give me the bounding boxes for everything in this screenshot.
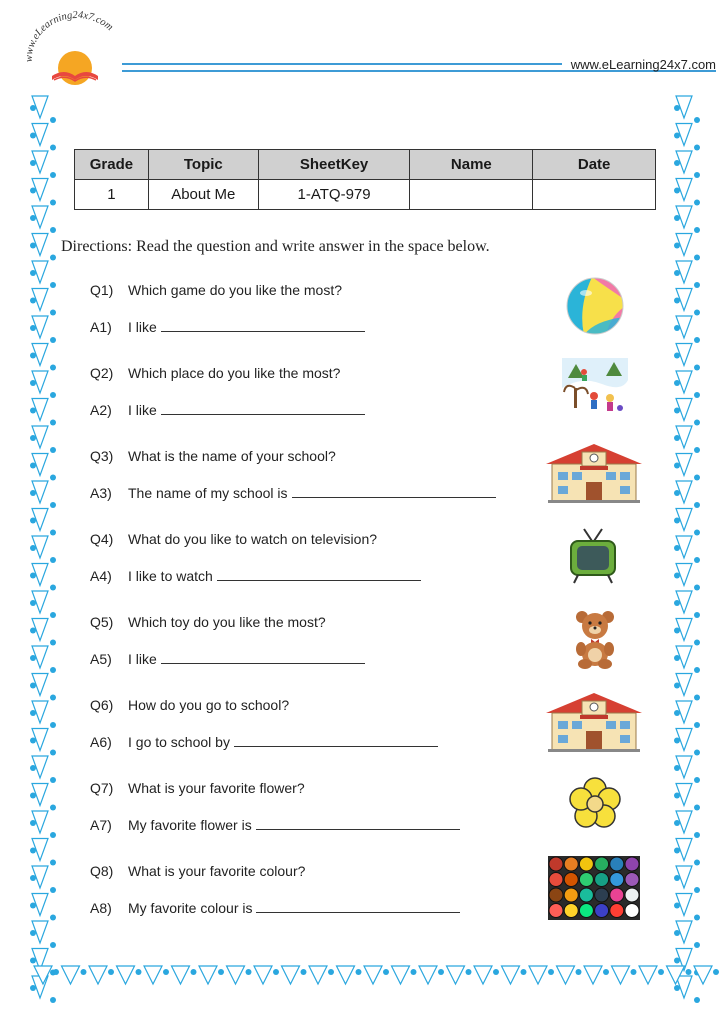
border-dot: [694, 915, 700, 921]
border-dot: [631, 969, 637, 975]
border-dot: [694, 365, 700, 371]
border-dot: [30, 958, 36, 964]
answer-prefix: I like: [128, 402, 157, 418]
border-triangle: [529, 966, 547, 984]
border-dot: [694, 392, 700, 398]
border-dot: [694, 145, 700, 151]
border-dot: [163, 969, 169, 975]
border-dot: [694, 997, 700, 1003]
answer-8: [90, 899, 460, 916]
question-number: Q3): [90, 448, 114, 464]
border-dot: [674, 243, 680, 249]
border-dot: [674, 765, 680, 771]
border-dot: [674, 573, 680, 579]
border-dot: [50, 530, 56, 536]
border-dot: [674, 463, 680, 469]
border-dot: [694, 310, 700, 316]
border-dot: [694, 172, 700, 178]
border-dot: [30, 188, 36, 194]
answer-number: A4): [90, 568, 112, 584]
border-dot: [603, 969, 609, 975]
border-dot: [674, 133, 680, 139]
question-text: Which toy do you like the most?: [128, 614, 326, 630]
paint-pot: [595, 904, 609, 918]
answer-blank[interactable]: [292, 484, 496, 498]
border-triangle: [117, 966, 135, 984]
question-number: Q5): [90, 614, 114, 630]
border-dot: [694, 337, 700, 343]
border-triangle: [364, 966, 382, 984]
border-dot: [674, 545, 680, 551]
question-1: [90, 282, 342, 298]
border-dot: [30, 930, 36, 936]
border-dot: [30, 490, 36, 496]
question-7: [90, 780, 305, 796]
info-table-row: [75, 180, 656, 210]
header-date: Date: [533, 150, 656, 180]
border-dot: [521, 969, 527, 975]
border-dot: [694, 695, 700, 701]
border-dot: [30, 600, 36, 606]
answer-prefix: My favorite flower is: [128, 817, 252, 833]
border-dot: [50, 997, 56, 1003]
border-dot: [576, 969, 582, 975]
border-dot: [674, 160, 680, 166]
border-dot: [30, 683, 36, 689]
paint-pot: [595, 873, 609, 887]
border-dot: [50, 777, 56, 783]
answer-1: [90, 318, 365, 335]
border-dot: [674, 600, 680, 606]
paint-pot: [610, 904, 624, 918]
school-icon: [544, 691, 644, 753]
border-triangle: [447, 966, 465, 984]
border-dot: [713, 969, 719, 975]
border-dot: [30, 435, 36, 441]
question-6: [90, 697, 289, 713]
border-dot: [136, 969, 142, 975]
border-dot: [30, 518, 36, 524]
border-triangle: [309, 966, 327, 984]
answer-blank[interactable]: [256, 899, 460, 913]
border-dot: [438, 969, 444, 975]
border-dot: [30, 463, 36, 469]
border-dot: [694, 640, 700, 646]
border-dot: [658, 969, 664, 975]
cell-grade: 1: [75, 180, 149, 210]
border-dot: [50, 282, 56, 288]
paint-pot: [564, 888, 578, 902]
border-dot: [50, 365, 56, 371]
border-dot: [694, 227, 700, 233]
border-triangle: [172, 966, 190, 984]
border-dot: [694, 887, 700, 893]
cell-topic: About Me: [148, 180, 258, 210]
paint-pot: [595, 888, 609, 902]
border-dot: [674, 930, 680, 936]
border-dot: [50, 640, 56, 646]
border-dot: [674, 875, 680, 881]
answer-blank[interactable]: [217, 567, 421, 581]
border-dot: [694, 200, 700, 206]
answer-number: A7): [90, 817, 112, 833]
paint-pots-icon: [548, 856, 640, 920]
paint-pot: [610, 857, 624, 871]
border-dot: [30, 298, 36, 304]
answer-prefix: The name of my school is: [128, 485, 288, 501]
border-dot: [50, 447, 56, 453]
answer-4: [90, 567, 421, 584]
border-dot: [50, 722, 56, 728]
question-number: Q4): [90, 531, 114, 547]
border-dot: [383, 969, 389, 975]
border-triangle: [282, 966, 300, 984]
answer-blank[interactable]: [256, 816, 460, 830]
question-text: Which game do you like the most?: [128, 282, 342, 298]
border-dot: [50, 172, 56, 178]
question-number: Q2): [90, 365, 114, 381]
border-dot: [694, 805, 700, 811]
paint-pot: [564, 857, 578, 871]
border-dot: [30, 325, 36, 331]
question-text: What is your favorite colour?: [128, 863, 306, 879]
question-text: What is the name of your school?: [128, 448, 336, 464]
border-dot: [30, 573, 36, 579]
paint-pot: [564, 873, 578, 887]
paint-pot: [549, 888, 563, 902]
border-dot: [30, 710, 36, 716]
border-dot: [686, 969, 692, 975]
cell-date[interactable]: [533, 180, 656, 210]
border-dot: [674, 298, 680, 304]
answer-blank[interactable]: [161, 650, 365, 664]
border-dot: [674, 435, 680, 441]
paint-pot: [595, 857, 609, 871]
tv-icon: [568, 527, 618, 585]
school-icon: [544, 442, 644, 504]
question-5: [90, 614, 326, 630]
border-dot: [50, 145, 56, 151]
paint-pot: [564, 904, 578, 918]
border-dot: [356, 969, 362, 975]
border-triangle: [502, 966, 520, 984]
border-dot: [674, 628, 680, 634]
border-dot: [50, 337, 56, 343]
border-dot: [694, 282, 700, 288]
border-dot: [50, 502, 56, 508]
border-dot: [30, 408, 36, 414]
border-dot: [50, 887, 56, 893]
border-dot: [411, 969, 417, 975]
logo-text: www.eLearning24x7.com: [23, 10, 115, 63]
border-triangle: [254, 966, 272, 984]
answer-prefix: My favorite colour is: [128, 900, 253, 916]
border-dot: [30, 738, 36, 744]
border-dot: [674, 353, 680, 359]
border-dot: [694, 942, 700, 948]
border-dot: [694, 557, 700, 563]
info-table-header-row: [75, 150, 656, 180]
border-dot: [674, 848, 680, 854]
answer-number: A3): [90, 485, 112, 501]
paint-pot: [549, 904, 563, 918]
answer-7: [90, 816, 460, 833]
border-dot: [50, 392, 56, 398]
border-dot: [694, 420, 700, 426]
border-triangle: [584, 966, 602, 984]
border-dot: [50, 805, 56, 811]
paint-pot: [625, 857, 639, 871]
ball-icon: [566, 277, 624, 335]
border-dot: [694, 722, 700, 728]
directions-text: Directions: Read the question and write answer in the space below.: [61, 238, 490, 255]
border-triangle: [612, 966, 630, 984]
border-dot: [81, 969, 87, 975]
flower-icon: [568, 777, 622, 831]
question-text: What is your favorite flower?: [128, 780, 305, 796]
border-dot: [50, 475, 56, 481]
question-3: [90, 448, 336, 464]
border-triangle: [199, 966, 217, 984]
teddy-bear-icon: [572, 609, 618, 669]
border-dot: [30, 380, 36, 386]
border-dot: [466, 969, 472, 975]
answer-2: [90, 401, 365, 418]
answer-prefix: I like to watch: [128, 568, 213, 584]
question-number: Q6): [90, 697, 114, 713]
border-dot: [30, 270, 36, 276]
border-dot: [30, 875, 36, 881]
answer-number: A6): [90, 734, 112, 750]
answer-prefix: I go to school by: [128, 734, 230, 750]
border-dot: [30, 628, 36, 634]
border-dot: [674, 408, 680, 414]
header-topic: Topic: [148, 150, 258, 180]
question-text: How do you go to school?: [128, 697, 290, 713]
border-dot: [30, 655, 36, 661]
answer-3: [90, 484, 496, 501]
question-text: Which place do you like the most?: [128, 365, 341, 381]
answer-prefix: I like: [128, 319, 157, 335]
site-url: www.eLearning24x7.com: [570, 57, 716, 72]
border-dot: [50, 915, 56, 921]
snow-park-icon: [562, 358, 628, 420]
border-dot: [694, 750, 700, 756]
border-dot: [694, 502, 700, 508]
border-dot: [694, 612, 700, 618]
border-triangle: [557, 966, 575, 984]
border-dot: [50, 557, 56, 563]
border-dot: [50, 667, 56, 673]
border-dot: [30, 848, 36, 854]
border-dot: [674, 985, 680, 991]
border-dot: [30, 793, 36, 799]
border-dot: [30, 820, 36, 826]
paint-pot: [549, 873, 563, 887]
border-triangle: [639, 966, 657, 984]
paint-pot: [610, 888, 624, 902]
answer-number: A1): [90, 319, 112, 335]
border-dot: [191, 969, 197, 975]
border-dot: [50, 695, 56, 701]
border-dot: [30, 105, 36, 111]
border-dot: [674, 518, 680, 524]
border-dot: [674, 710, 680, 716]
answer-number: A8): [90, 900, 112, 916]
border-dot: [273, 969, 279, 975]
answer-number: A2): [90, 402, 112, 418]
border-dot: [694, 832, 700, 838]
border-dot: [50, 750, 56, 756]
paint-pot: [579, 873, 593, 887]
paint-pot: [625, 904, 639, 918]
border-dot: [30, 160, 36, 166]
border-dot: [50, 117, 56, 123]
border-dot: [674, 490, 680, 496]
paint-pot: [625, 873, 639, 887]
answer-6: [90, 733, 438, 750]
border-triangle: [337, 966, 355, 984]
border-dot: [50, 860, 56, 866]
border-dot: [694, 447, 700, 453]
question-4: [90, 531, 377, 547]
border-dot: [493, 969, 499, 975]
paint-pot: [610, 873, 624, 887]
question-2: [90, 365, 340, 381]
paint-pot: [579, 904, 593, 918]
header-sheetkey: SheetKey: [258, 150, 410, 180]
border-dot: [108, 969, 114, 975]
border-triangle: [227, 966, 245, 984]
paint-pot: [625, 888, 639, 902]
border-dot: [674, 215, 680, 221]
border-dot: [694, 117, 700, 123]
border-triangle: [474, 966, 492, 984]
border-dot: [30, 545, 36, 551]
border-dot: [30, 243, 36, 249]
header-grade: Grade: [75, 150, 149, 180]
border-dot: [30, 133, 36, 139]
border-dot: [674, 958, 680, 964]
border-dot: [694, 475, 700, 481]
border-dot: [30, 765, 36, 771]
border-dot: [301, 969, 307, 975]
border-dot: [674, 105, 680, 111]
border-dot: [694, 667, 700, 673]
border-dot: [50, 255, 56, 261]
answer-number: A5): [90, 651, 112, 667]
border-dot: [674, 188, 680, 194]
border-dot: [50, 585, 56, 591]
border-dot: [50, 832, 56, 838]
border-dot: [674, 683, 680, 689]
info-table: [74, 149, 656, 210]
border-dot: [694, 255, 700, 261]
border-dot: [50, 310, 56, 316]
answer-blank[interactable]: [161, 318, 365, 332]
border-dot: [674, 380, 680, 386]
border-dot: [674, 903, 680, 909]
border-dot: [674, 270, 680, 276]
border-triangle: [392, 966, 410, 984]
border-dot: [50, 420, 56, 426]
border-dot: [30, 353, 36, 359]
answer-blank[interactable]: [161, 401, 365, 415]
paint-pot: [579, 888, 593, 902]
paint-pot: [549, 857, 563, 871]
border-triangle: [89, 966, 107, 984]
header-name: Name: [410, 150, 533, 180]
border-triangle: [144, 966, 162, 984]
border-dot: [328, 969, 334, 975]
cell-sheetkey: 1-ATQ-979: [258, 180, 410, 210]
border-triangle: [62, 966, 80, 984]
cell-name[interactable]: [410, 180, 533, 210]
border-dot: [30, 215, 36, 221]
border-dot: [674, 738, 680, 744]
border-dot: [548, 969, 554, 975]
border-dot: [30, 985, 36, 991]
border-dot: [674, 793, 680, 799]
border-dot: [30, 903, 36, 909]
question-number: Q7): [90, 780, 114, 796]
border-dot: [50, 942, 56, 948]
border-triangle: [419, 966, 437, 984]
border-dot: [53, 969, 59, 975]
question-8: [90, 863, 305, 879]
border-dot: [674, 820, 680, 826]
border-dot: [50, 227, 56, 233]
border-dot: [218, 969, 224, 975]
paint-pot: [579, 857, 593, 871]
border-dot: [694, 585, 700, 591]
answer-5: [90, 650, 365, 667]
border-dot: [50, 612, 56, 618]
border-dot: [694, 530, 700, 536]
border-dot: [674, 655, 680, 661]
border-dot: [246, 969, 252, 975]
answer-blank[interactable]: [234, 733, 438, 747]
question-number: Q1): [90, 282, 114, 298]
border-dot: [694, 860, 700, 866]
border-dot: [50, 200, 56, 206]
border-dot: [694, 777, 700, 783]
question-text: What do you like to watch on television?: [128, 531, 378, 547]
answer-prefix: I like: [128, 651, 157, 667]
border-dot: [674, 325, 680, 331]
question-number: Q8): [90, 863, 114, 879]
